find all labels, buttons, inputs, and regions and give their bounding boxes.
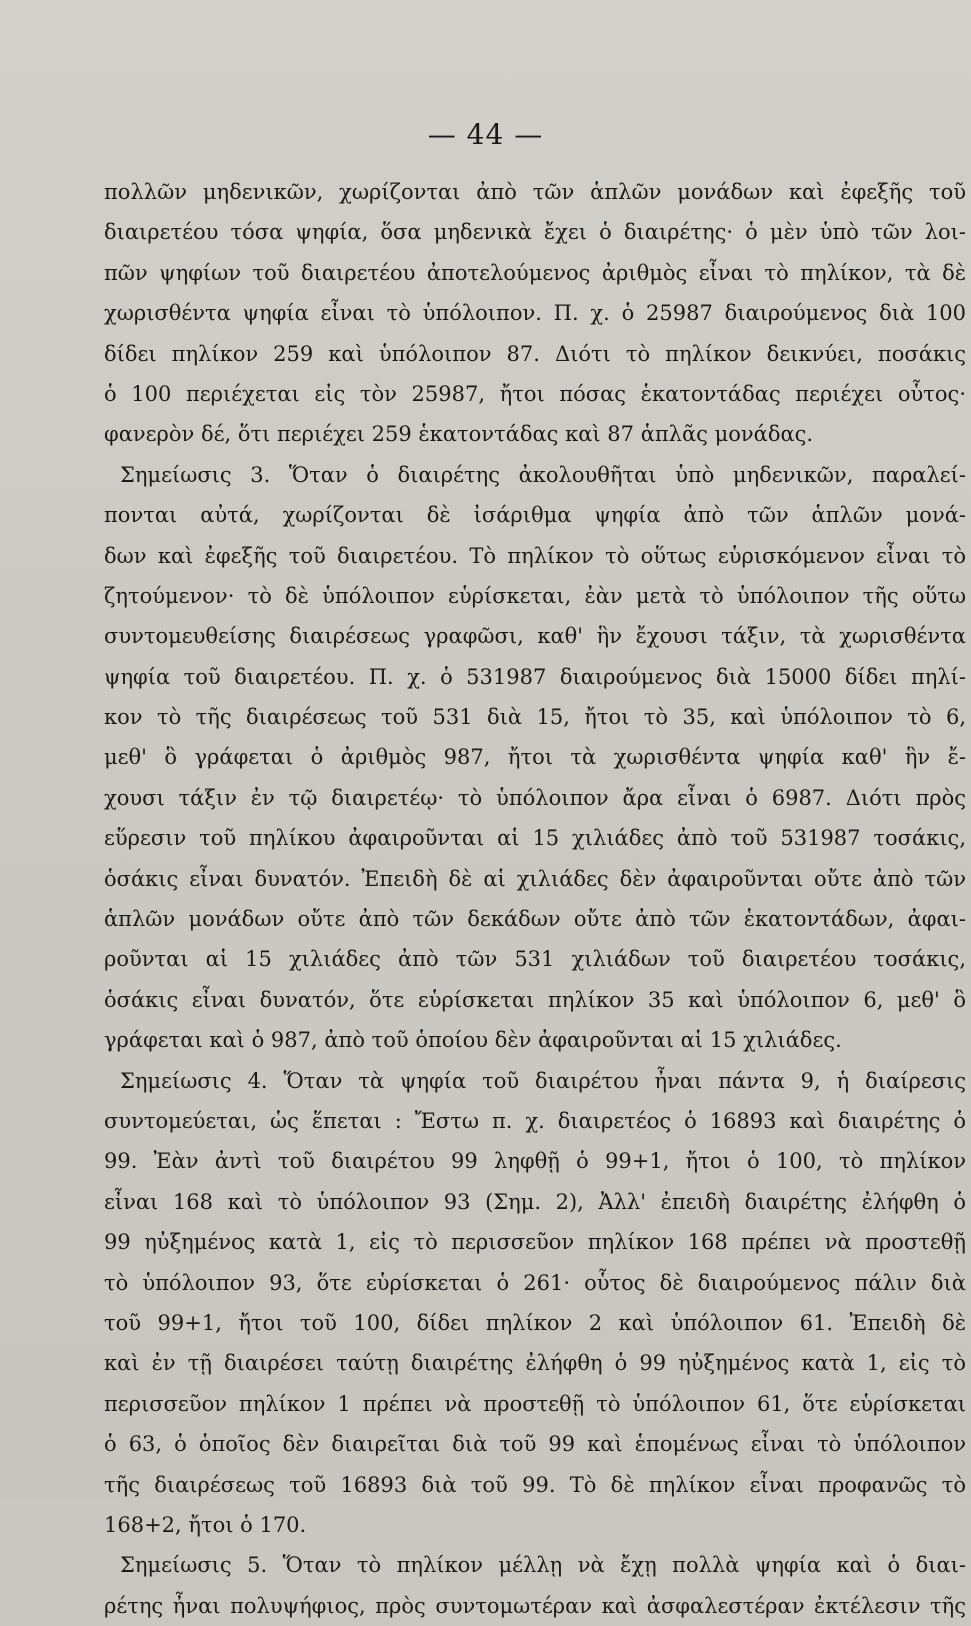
note-heading-line: Σημείωσις 4. Ὅταν τὰ ψηφία τοῦ διαιρέτου ἦναι πάντα 9, ἡ διαίρεσις [120, 1068, 966, 1093]
text-line: ρέτης ἦναι πολυψήφιος, πρὸς συντομωτέραν καὶ ἀσφαλεστέραν ἐκτέλεσιν τῆς [104, 1593, 966, 1618]
text-line: φανερὸν δέ, ὅτι περιέχει 259 ἑκατοντάδας καὶ 87 ἁπλᾶς μονάδας. [104, 422, 814, 447]
text-line: τῆς διαιρέσεως τοῦ 16893 διὰ τοῦ 99. Τὸ δὲ πηλίκον εἶναι προφανῶς τὸ [104, 1472, 966, 1497]
text-line: γράφεται καὶ ὁ 987, ἀπὸ τοῦ ὁποίου δὲν ἀφαιροῦνται αἱ 15 χιλιάδες. [104, 1028, 842, 1053]
text-line: ζητούμενον· τὸ δὲ ὑπόλοιπον εὑρίσκεται, ἐὰν μετὰ τὸ ὑπόλοιπον τῆς οὕτω [104, 583, 966, 608]
text-line: ὁ 100 περιέχεται εἰς τὸν 25987, ἤτοι πόσας ἑκατοντάδας περιέχει οὗτος· [104, 381, 966, 406]
text-line: μεθ' ὃ γράφεται ὁ ἀριθμὸς 987, ἤτοι τὰ χωρισθέντα ψηφία καθ' ἣν ἔ- [104, 745, 966, 770]
text-line: τοῦ 99+1, ἤτοι τοῦ 100, δίδει πηλίκον 2 καὶ ὑπόλοιπον 61. Ἐπειδὴ δὲ [104, 1310, 966, 1335]
text-line: χουσι τάξιν ἐν τῷ διαιρετέῳ· τὸ ὑπόλοιπον ἄρα εἶναι ὁ 6987. Διότι πρὸς [104, 785, 966, 810]
text-line: 99 ηὐξημένος κατὰ 1, εἰς τὸ περισσεῦον πηλίκον 168 πρέπει νὰ προστεθῇ [104, 1230, 966, 1255]
body-text [104, 172, 966, 1626]
text-line: διαιρετέου τόσα ψηφία, ὅσα μηδενικὰ ἔχει ὁ διαιρέτης· ὁ μὲν ὑπὸ τῶν λοι- [104, 220, 966, 245]
text-line: 168+2, ἤτοι ὁ 170. [104, 1512, 307, 1537]
text-line: καὶ ἐν τῇ διαιρέσει ταύτῃ διαιρέτης ἐλήφθη ὁ 99 ηὐξημένος κατὰ 1, εἰς τὸ [104, 1351, 966, 1376]
text-line: πῶν ψηφίων τοῦ διαιρετέου ἀποτελούμενος ἀριθμὸς εἶναι τὸ πηλίκον, τὰ δὲ [104, 260, 966, 285]
text-line: χωρισθέντα ψηφία εἶναι τὸ ὑπόλοιπον. Π. χ. ὁ 25987 διαιρούμενος διὰ 100 [104, 301, 966, 326]
text-line: ψηφία τοῦ διαιρετέου. Π. χ. ὁ 531987 διαιρούμενος διὰ 15000 δίδει πηλί- [104, 664, 966, 689]
text-line: κον τὸ τῆς διαιρέσεως τοῦ 531 διὰ 15, ἤτοι τὸ 35, καὶ ὑπόλοιπον τὸ 6, [104, 705, 966, 730]
text-line: 99. Ἐὰν ἀντὶ τοῦ διαιρέτου 99 ληφθῇ ὁ 99+1, ἤτοι ὁ 100, τὸ πηλίκον [104, 1149, 966, 1174]
note-heading-line: Σημείωσις 3. Ὅταν ὁ διαιρέτης ἀκολουθῆται ὑπὸ μηδενικῶν, παραλεί- [120, 462, 966, 487]
text-line: ὁσάκις εἶναι δυνατόν. Ἐπειδὴ δὲ αἱ χιλιάδες δὲν ἀφαιροῦνται οὔτε ἀπὸ τῶν [104, 866, 966, 891]
text-line: συντομεύεται, ὡς ἕπεται : Ἔστω π. χ. διαιρετέος ὁ 16893 καὶ διαιρέτης ὁ [104, 1108, 966, 1133]
note-heading-line: Σημείωσις 5. Ὅταν τὸ πηλίκον μέλλῃ νὰ ἔχῃ πολλὰ ψηφία καὶ ὁ διαι- [120, 1553, 966, 1578]
text-line: περισσεῦον πηλίκον 1 πρέπει νὰ προστεθῇ τὸ ὑπόλοιπον 61, ὅτε εὑρίσκεται [104, 1391, 966, 1416]
text-line: πολλῶν μηδενικῶν, χωρίζονται ἀπὸ τῶν ἁπλῶν μονάδων καὶ ἐφεξῆς τοῦ [104, 180, 966, 204]
text-line: δων καὶ ἐφεξῆς τοῦ διαιρετέου. Τὸ πηλίκον τὸ οὕτως εὑρισκόμενον εἶναι τὸ [104, 543, 966, 568]
text-line: πονται αὐτά, χωρίζονται δὲ ἰσάριθμα ψηφία ἀπὸ τῶν ἁπλῶν μονά- [104, 503, 966, 528]
text-line: τὸ ὑπόλοιπον 93, ὅτε εὑρίσκεται ὁ 261· οὗτος δὲ διαιρούμενος πάλιν διὰ [104, 1270, 966, 1295]
text-line: εἶναι 168 καὶ τὸ ὑπόλοιπον 93 (Σημ. 2), Ἀλλ' ἐπειδὴ διαιρέτης ἐλήφθη ὁ [104, 1189, 966, 1214]
text-line: δίδει πηλίκον 259 καὶ ὑπόλοιπον 87. Διότι τὸ πηλίκον δεικνύει, ποσάκις [104, 341, 966, 366]
text-line: ροῦνται αἱ 15 χιλιάδες ἀπὸ τῶν 531 χιλιάδων τοῦ διαιρετέου τοσάκις, [104, 947, 966, 972]
text-line: ὁσάκις εἶναι δυνατόν, ὅτε εὑρίσκεται πηλίκον 35 καὶ ὑπόλοιπον 6, μεθ' ὃ [104, 987, 966, 1012]
text-line: ἁπλῶν μονάδων οὔτε ἀπὸ τῶν δεκάδων οὔτε ἀπὸ τῶν ἑκατοντάδων, ἀφαι- [104, 907, 966, 932]
text-line: εὕρεσιν τοῦ πηλίκου ἀφαιροῦνται αἱ 15 χιλιάδες ἀπὸ τοῦ 531987 τοσάκις, [104, 826, 966, 851]
text-line: ὁ 63, ὁ ὁποῖος δὲν διαιρεῖται διὰ τοῦ 99 καὶ ἑπομένως εἶναι τὸ ὑπόλοιπον [104, 1432, 966, 1457]
page-number: — 44 — [427, 118, 544, 151]
text-line: συντομευθείσης διαιρέσεως γραφῶσι, καθ' ἣν ἔχουσι τάξιν, τὰ χωρισθέντα [104, 624, 966, 649]
